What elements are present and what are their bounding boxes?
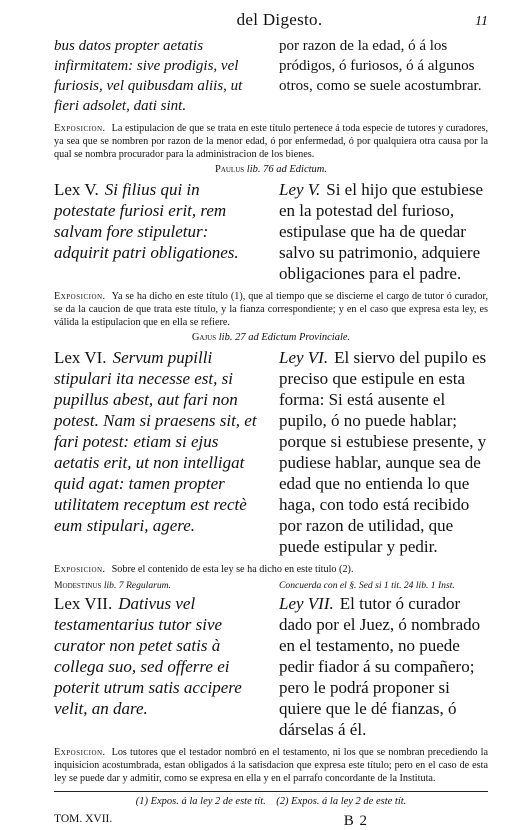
- law-7: [54, 593, 488, 740]
- jurist-name: Modestinus: [54, 580, 102, 591]
- exposicion-2: [54, 290, 488, 329]
- exposicion-1: [54, 122, 488, 161]
- spanish-column: [279, 593, 488, 740]
- exposicion-label: Exposicion.: [54, 747, 106, 758]
- exposicion-label: Exposicion.: [54, 123, 106, 134]
- jurist-reference: lib. 7 Regularum.: [103, 580, 171, 591]
- exposicion-text: Los tutores que el testador nombró en el testamento, ni los que se nombran precediendo la inquisicion acostumbrada, estan obligados á la satisdacion que expresa este título; pero en el caso de esta ley se puede dar y admitir, como se expresa en ella y en el parrafo concordante de la Instituta.: [54, 747, 488, 784]
- latin-column: [54, 347, 263, 557]
- law-6: [54, 347, 488, 557]
- jurist-name: Paulus: [214, 164, 245, 175]
- exposicion-text: La estipulacion de que se trata en este título pertenece á toda especie de tutores y curadores, ya sea que se nombren por razon de la menor edad, ó por enfermedad, ó por qualquiera otra causa por la qual se nombra procurador para la administracion de los bienes.: [54, 123, 488, 160]
- lex-text: Dativus vel testamentarius tutor sive curator non petet satis à collega suo, sed offerre ei poterit utrum satis accipere velit, an dare.: [54, 594, 242, 718]
- page-header: [54, 10, 488, 36]
- source-attribution: [54, 164, 488, 175]
- exposicion-text: Sobre el contenido de esta ley se ha dicho en este título (2).: [111, 564, 354, 575]
- page-footer: [54, 813, 488, 830]
- signature-mark: B 2: [343, 813, 368, 829]
- exposicion-4: [54, 746, 488, 785]
- lex-text: Si filius qui in potestate furiosi erit, rem salvam fore stipuletur: adquirit patri obligationes.: [54, 180, 239, 262]
- spanish-column: [279, 347, 488, 557]
- lex-label: Lex VII.: [54, 594, 113, 613]
- source-attribution: [54, 580, 263, 591]
- jurist-reference: lib. 76 ad Edictum.: [246, 164, 327, 175]
- footnotes: [54, 796, 488, 807]
- page-number: 11: [475, 14, 488, 29]
- ley-text: El siervo del pupilo es preciso que estipule en esta forma: Si está ausente el pupilo, ó no puede hablar; porque si estubiese presente, y pudiese hablar, aunque sea de edad que no entienda lo que haga, con todo está recibido por razon de utilidad, que puede estipular y pedir.: [279, 348, 487, 556]
- latin-column: bus datos propter aetatis infirmitatem: sive prodigis, vel furiosis, vel quibusdam aliis, ut fieri adsolet, dati sint.: [54, 38, 243, 114]
- footnote-1: (1) Expos. á la ley 2 de este tít.: [135, 796, 266, 807]
- footnote-2: (2) Expos. á la ley 2 de este tít.: [276, 796, 407, 807]
- ley-label: Ley VII.: [279, 594, 334, 613]
- lex-label: Lex VI.: [54, 348, 107, 367]
- ley-text: Si el hijo que estubiese en la potestad del furioso, estipulase que ha de quedar salvo su patrimonio, adquiere obligaciones para el padre.: [279, 180, 484, 283]
- latin-column: [54, 593, 263, 740]
- continued-passage: [54, 36, 488, 116]
- exposicion-label: Exposicion.: [54, 564, 106, 575]
- law-5: [54, 179, 488, 284]
- exposicion-text: Ya se ha dicho en este título (1), que al tiempo que se discierne el cargo de tutor ó curador, se da la caucion de que trata este título, y la fianza correspondiente; y en el caso que expresa esta ley, es válida la estipulacion que en ella se refiere.: [54, 291, 488, 328]
- lex-label: Lex V.: [54, 180, 99, 199]
- exposicion-label: Exposicion.: [54, 291, 106, 302]
- volume-label: TOM. XVII.: [54, 813, 113, 825]
- jurist-reference: lib. 27 ad Edictum Provinciale.: [218, 332, 351, 343]
- exposicion-3: [54, 563, 488, 576]
- ley-text: El tutor ó curador dado por el Juez, ó nombrado en el testamento, no puede pedir fiador á su compañero; pero le podrá proponer si quiere que le dé fianzas, ó dárselas á él.: [279, 594, 481, 739]
- lex-text: Servum pupilli stipulari ita necesse est, si pupillus abest, aut fari non potest. Nam si praesens sit, et fari potest: etiam si ejus aetatis erit, ut non intelligat quid agat: tamen propter utilitatem receptum est rectè eum stipulari, agere.: [54, 348, 257, 535]
- latin-column: [54, 179, 263, 284]
- footnote-divider: [54, 791, 488, 792]
- spanish-column: [279, 179, 488, 284]
- ley-label: Ley V.: [279, 180, 321, 199]
- jurist-name: Gajus: [191, 332, 217, 343]
- ley-label: Ley VI.: [279, 348, 329, 367]
- spanish-column: por razon de la edad, ó á los pródigos, ó furiosos, ó á algunos otros, como se suele acostumbrar.: [279, 38, 482, 94]
- source-attribution: [54, 332, 488, 343]
- running-title: del Digesto.: [236, 10, 323, 29]
- concordance-note: Concuerda con el §. Sed si 1 tit. 24 lib. 1 Inst.: [279, 580, 455, 591]
- attribution-row: [54, 580, 488, 591]
